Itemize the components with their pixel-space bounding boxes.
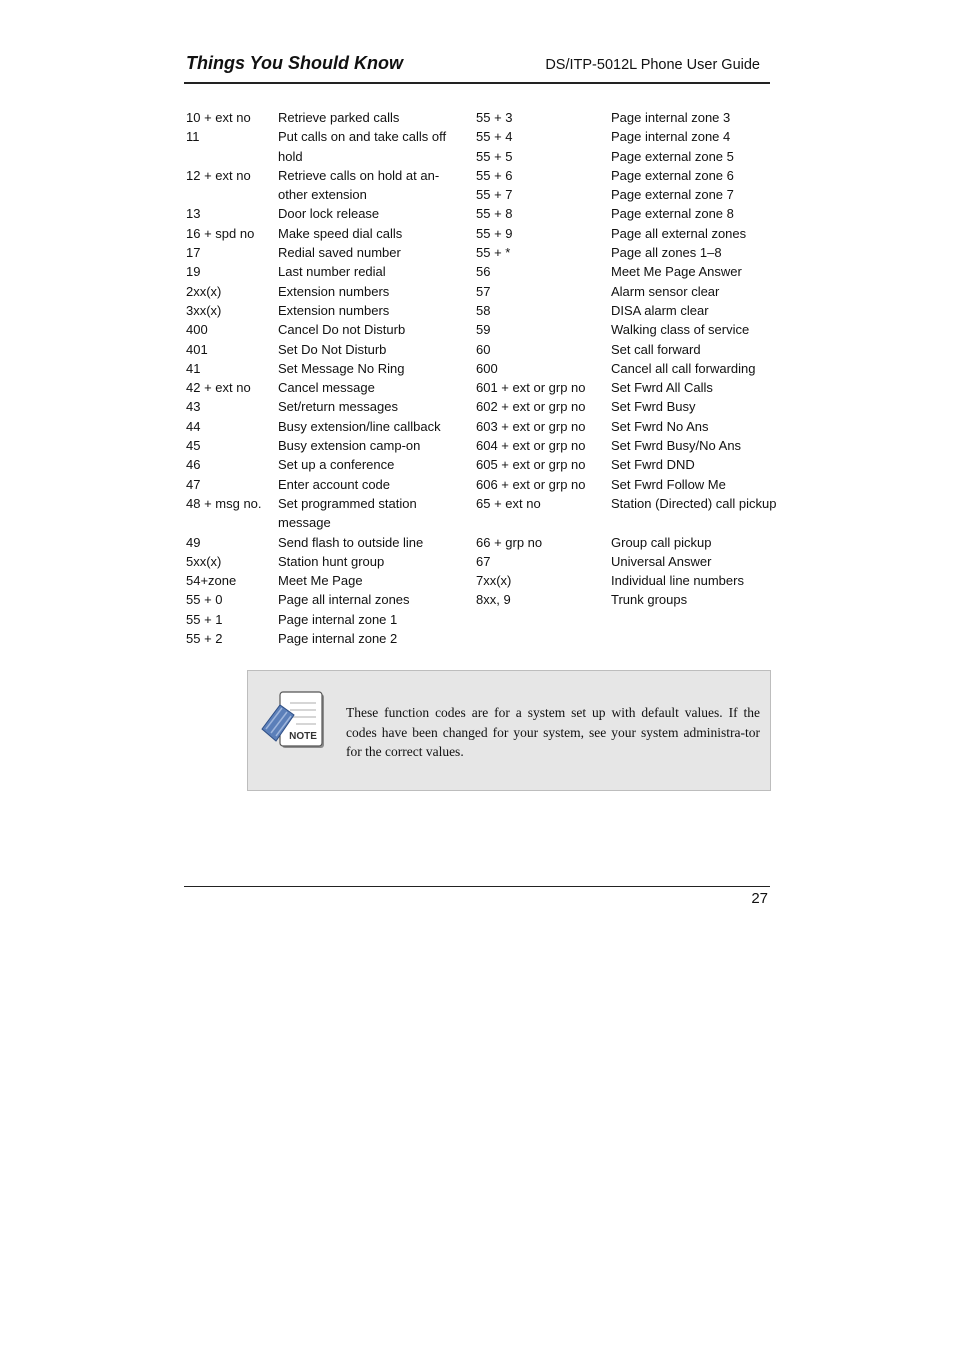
function-code: 401: [186, 341, 208, 357]
function-code: 60: [476, 341, 491, 357]
function-code: 602 + ext or grp no: [476, 399, 586, 415]
note-icon: [260, 691, 326, 751]
function-code: 55 + 7: [476, 187, 513, 203]
code-row: [186, 455, 456, 474]
code-row: [476, 166, 786, 185]
code-row: [186, 320, 456, 339]
function-description: Set Fwrd Busy: [611, 399, 696, 415]
function-description: Page internal zone 1: [278, 611, 398, 627]
function-code: 55 + 6: [476, 167, 513, 183]
function-description: Station (Directed) call pickup: [611, 495, 777, 511]
footer-rule: [184, 886, 770, 887]
function-code: 44: [186, 418, 201, 434]
code-row: [476, 224, 786, 243]
code-row: [186, 262, 456, 281]
function-code: 55 + *: [476, 245, 511, 261]
function-code: 56: [476, 264, 491, 280]
function-code: 43: [186, 399, 201, 415]
function-description: Extension numbers: [278, 302, 390, 318]
code-row: [476, 204, 786, 223]
function-description: Set Fwrd Follow Me: [611, 476, 726, 492]
function-description: Set Fwrd All Calls: [611, 380, 713, 396]
function-description: Put calls on and take calls off hold: [278, 129, 447, 164]
function-description: Set Fwrd DND: [611, 457, 695, 473]
function-description: Station hunt group: [278, 553, 385, 569]
note-text: These function codes are for a system set up with default values. If the codes have been changed for your system, see your system administra-tor for the correct values.: [346, 705, 760, 759]
function-code: 46: [186, 457, 201, 473]
function-code: 605 + ext or grp no: [476, 457, 586, 473]
code-row: [186, 127, 456, 166]
code-row: [476, 571, 786, 590]
function-description: Set programmed station message: [278, 495, 417, 531]
function-description: Group call pickup: [611, 534, 712, 550]
code-row: [186, 378, 456, 397]
code-row: [186, 533, 456, 552]
function-code: 42 + ext no: [186, 380, 251, 396]
function-description: Page all external zones: [611, 225, 747, 241]
function-description: Send flash to outside line: [278, 534, 424, 550]
codes-column-left: [186, 108, 456, 648]
code-row: [476, 513, 786, 532]
document-title: DS/ITP-5012L Phone User Guide: [545, 57, 760, 73]
code-row: [476, 340, 786, 359]
function-code: 45: [186, 438, 201, 454]
code-row: [186, 552, 456, 571]
code-row: [476, 108, 786, 127]
function-code: 5xx(x): [186, 553, 222, 569]
function-description: Meet Me Page: [278, 573, 363, 589]
function-description: Redial saved number: [278, 245, 401, 261]
function-code: 48 + msg no.: [186, 495, 262, 511]
function-description: Last number redial: [278, 264, 386, 280]
header-title: Things You Should Know: [186, 53, 403, 73]
function-code: 603 + ext or grp no: [476, 418, 586, 434]
function-code: 67: [476, 553, 491, 569]
function-description: DISA alarm clear: [611, 302, 709, 318]
code-row: [186, 340, 456, 359]
function-description: Universal Answer: [611, 553, 712, 569]
function-description: Retrieve calls on hold at an-other extension: [278, 167, 440, 203]
function-description: Page external zone 5: [611, 148, 734, 164]
function-description: Alarm sensor clear: [611, 283, 720, 299]
function-code: 55 + 9: [476, 225, 513, 241]
function-description: Set/return messages: [278, 399, 398, 415]
code-row: [476, 282, 786, 301]
note-icon-label: NOTE: [289, 731, 317, 742]
function-description: Door lock release: [278, 206, 380, 222]
function-code: 66 + grp no: [476, 534, 543, 550]
page-number: 27: [751, 890, 768, 907]
function-description: Page external zone 6: [611, 167, 734, 183]
code-row: [186, 243, 456, 262]
code-row: [476, 590, 786, 609]
function-code: 606 + ext or grp no: [476, 476, 586, 492]
function-code: 55 + 4: [476, 129, 513, 145]
function-description: Set Message No Ring: [278, 360, 405, 376]
function-description: Trunk groups: [611, 592, 688, 608]
function-code: 12 + ext no: [186, 167, 251, 183]
function-description: Extension numbers: [278, 283, 390, 299]
code-row: [186, 494, 456, 533]
code-row: [476, 320, 786, 339]
function-description: Cancel Do not Disturb: [278, 322, 406, 338]
function-description: Page external zone 8: [611, 206, 734, 222]
function-description: Busy extension camp-on: [278, 438, 421, 454]
code-row: [476, 359, 786, 378]
function-description: Walking class of service: [611, 322, 750, 338]
code-row: [186, 166, 456, 205]
function-code: 47: [186, 476, 201, 492]
function-code: 601 + ext or grp no: [476, 380, 586, 396]
function-code: 55 + 1: [186, 611, 223, 627]
function-code: 8xx, 9: [476, 592, 511, 608]
function-description: Busy extension/line callback: [278, 418, 441, 434]
code-row: [186, 108, 456, 127]
code-row: [476, 552, 786, 571]
code-row: [476, 301, 786, 320]
function-description: Page all internal zones: [278, 592, 410, 608]
function-description: Cancel message: [278, 380, 375, 396]
code-row: [186, 397, 456, 416]
function-code: 604 + ext or grp no: [476, 438, 586, 454]
code-row: [476, 378, 786, 397]
function-code: 7xx(x): [476, 573, 512, 589]
function-description: Set Fwrd Busy/No Ans: [611, 438, 742, 454]
function-description: Meet Me Page Answer: [611, 264, 742, 280]
function-description: [611, 513, 786, 532]
function-description: Set up a conference: [278, 457, 395, 473]
code-row: [186, 282, 456, 301]
code-row: [186, 436, 456, 455]
code-row: [476, 417, 786, 436]
code-row: [476, 397, 786, 416]
function-code: 55 + 2: [186, 631, 223, 647]
code-row: [476, 475, 786, 494]
function-code: 2xx(x): [186, 283, 222, 299]
function-code: 49: [186, 534, 201, 550]
code-row: [476, 455, 786, 474]
function-code: 55 + 5: [476, 148, 513, 164]
code-row: [186, 629, 456, 648]
function-description: Enter account code: [278, 476, 391, 492]
note-box: [247, 670, 771, 791]
function-code: 17: [186, 245, 201, 261]
function-description: Make speed dial calls: [278, 225, 403, 241]
function-code: 3xx(x): [186, 302, 222, 318]
code-row: [476, 185, 786, 204]
function-code: 55 + 8: [476, 206, 513, 222]
code-row: [186, 224, 456, 243]
code-row: [186, 359, 456, 378]
code-row: [186, 417, 456, 436]
function-code: 58: [476, 302, 491, 318]
code-row: [476, 127, 786, 146]
function-description: Page internal zone 4: [611, 129, 731, 145]
function-code: 19: [186, 264, 201, 280]
code-row: [476, 436, 786, 455]
function-code: 54+zone: [186, 573, 237, 589]
code-row: [186, 610, 456, 629]
function-description: Individual line numbers: [611, 573, 744, 589]
function-code: 600: [476, 360, 498, 376]
function-code: 55 + 3: [476, 110, 513, 125]
function-code: 41: [186, 360, 201, 376]
function-code: 11: [186, 129, 200, 145]
header-rule: [184, 82, 770, 84]
function-description: Retrieve parked calls: [278, 110, 400, 125]
code-row: [476, 533, 786, 552]
code-row: [186, 571, 456, 590]
function-code: 55 + 0: [186, 592, 223, 608]
code-row: [186, 301, 456, 320]
function-code: 65 + ext no: [476, 495, 541, 511]
function-description: Page all zones 1–8: [611, 245, 722, 261]
function-description: Set Fwrd No Ans: [611, 418, 709, 434]
function-code: [476, 513, 611, 532]
function-description: Page external zone 7: [611, 187, 734, 203]
code-row: [186, 590, 456, 609]
code-row: [186, 475, 456, 494]
function-code: 400: [186, 322, 208, 338]
code-row: [476, 147, 786, 166]
function-code: 59: [476, 322, 491, 338]
function-code: 57: [476, 283, 491, 299]
function-code: 10 + ext no: [186, 110, 251, 125]
code-row: [186, 204, 456, 223]
function-description: Page internal zone 2: [278, 631, 398, 647]
code-row: [476, 262, 786, 281]
function-description: Set call forward: [611, 341, 701, 357]
function-description: Page internal zone 3: [611, 110, 731, 125]
function-description: Cancel all call forwarding: [611, 360, 756, 376]
function-description: Set Do Not Disturb: [278, 341, 387, 357]
code-row: [476, 243, 786, 262]
function-code: 13: [186, 206, 201, 222]
code-row: [476, 494, 786, 513]
codes-column-right: [476, 108, 786, 610]
function-code: 16 + spd no: [186, 225, 255, 241]
